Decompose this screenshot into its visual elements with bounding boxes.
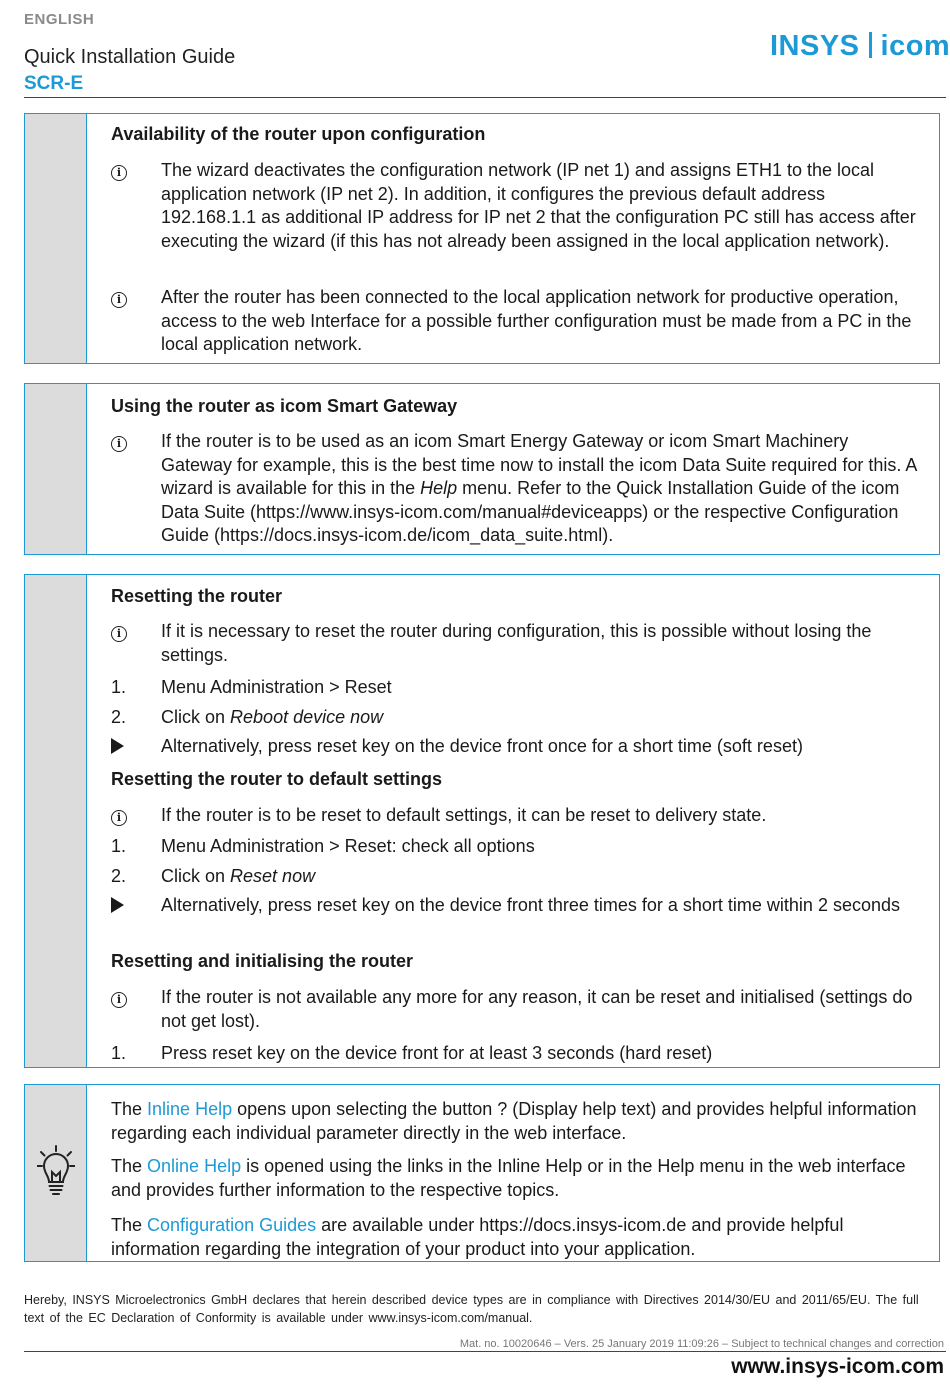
conformity-declaration: Hereby, INSYS Microelectronics GmbH declares that herein described device types are in compliance with Directives 2014/30/EU and 2011/65/EU. The full text of the EC Declaration of Conformity is available under www.insys-icom.com/manual. — [24, 1293, 919, 1325]
section-heading: Using the router as icom Smart Gateway — [111, 396, 458, 416]
ui-button-name: Reset now — [230, 866, 316, 886]
item-text: If the router is to be reset to default settings, it can be reset to delivery state. — [161, 805, 767, 825]
help-menu-name: Help — [420, 478, 458, 498]
section-availability — [24, 113, 940, 364]
item-text: If the router is to be used as an icom Smart Energy Gateway or icom Smart Machinery Gateway for example, this is the best time now to install the icom Data Suite required for this. A wizard is available for this in the Help menu. Refer to the Quick Installation Guide of the icom Data Suite (https://www.insys-icom.com/manual#deviceapps) or the respective Configuration Guide (https://docs.insys-icom.de/icom_data_suite.html). — [161, 431, 917, 545]
item-text: Menu Administration > Reset: check all options — [161, 836, 535, 856]
logo-right-text: icom — [880, 30, 950, 62]
section-heading: Availability of the router upon configuration — [111, 124, 486, 144]
tip-paragraph: The Online Help is opened using the links in the Inline Help or in the Help menu in the web interface and provides further information to the respective topics. — [111, 1156, 906, 1200]
tip-paragraph: The Configuration Guides are available under https://docs.insys-icom.de and provide helpful information regarding the integration of your product into your application. — [111, 1215, 844, 1259]
info-icon: i — [111, 992, 127, 1008]
document-title: Quick Installation Guide — [24, 46, 236, 68]
language-label: ENGLISH — [24, 11, 95, 28]
step-number: 2. — [111, 866, 127, 886]
item-text: Menu Administration > Reset — [161, 677, 392, 697]
info-icon: i — [111, 165, 127, 181]
section-resetting — [24, 574, 940, 1068]
item-text: Click on Reset now — [161, 866, 316, 886]
inline-help-link[interactable]: Inline Help — [147, 1099, 233, 1119]
logo-separator — [869, 32, 872, 58]
item-text: Click on Reboot device now — [161, 707, 384, 727]
item-text: Alternatively, press reset key on the device front once for a short time (soft reset) — [161, 736, 803, 756]
section-heading: Resetting the router — [111, 586, 283, 606]
section-subheading: Resetting the router to default settings — [111, 769, 443, 789]
info-icon: i — [111, 292, 127, 308]
website-link[interactable]: www.insys-icom.com — [731, 1355, 944, 1378]
lightbulb-icon — [37, 1145, 75, 1195]
logo-left-text: INSYS — [770, 30, 860, 62]
tip-paragraph: The Inline Help opens upon selecting the button ? (Display help text) and provides helpful information regarding each individual parameter directly in the web interface. — [111, 1099, 917, 1143]
step-number: 1. — [111, 836, 127, 856]
item-text: If the router is not available any more for any reason, it can be reset and initialised (settings do not get lost). — [161, 987, 913, 1031]
step-number: 1. — [111, 1043, 127, 1063]
section-smart-gateway — [24, 383, 940, 555]
info-icon: i — [111, 626, 127, 642]
step-number: 1. — [111, 677, 127, 697]
item-text: The wizard deactivates the configuration network (IP net 1) and assigns ETH1 to the local application network (IP net 2). In addition, it configures the previous default address 192.168.1.1 as additional IP address for IP net 2 that the configuration PC still has access after executing the wizard (if this has not already been assigned in the local application network). — [161, 160, 916, 251]
info-icon: i — [111, 810, 127, 826]
online-help-link[interactable]: Online Help — [147, 1156, 242, 1176]
section-side-strip — [25, 384, 87, 554]
footer-divider — [24, 1351, 946, 1352]
item-text: After the router has been connected to the local application network for productive operation, access to the web Interface for a possible further configuration must be made from a PC in the local application network. — [161, 287, 912, 354]
arrow-icon — [111, 897, 124, 913]
item-text: Press reset key on the device front for at least 3 seconds (hard reset) — [161, 1043, 713, 1063]
configuration-guides-link[interactable]: Configuration Guides — [147, 1215, 317, 1235]
item-text: Alternatively, press reset key on the device front three times for a short time within 2 seconds — [161, 895, 901, 915]
material-version-note: Mat. no. 10020646 – Vers. 25 January 2019 11:09:26 – Subject to technical changes and correction — [459, 1338, 944, 1350]
tips-box — [24, 1084, 940, 1262]
brand-logo — [770, 30, 950, 63]
arrow-icon — [111, 738, 124, 754]
section-side-strip — [25, 575, 87, 1067]
info-icon: i — [111, 436, 127, 452]
section-subheading: Resetting and initialising the router — [111, 951, 414, 971]
section-side-strip — [25, 114, 87, 363]
step-number: 2. — [111, 707, 127, 727]
product-name: SCR-E — [24, 73, 84, 94]
ui-button-name: Reboot device now — [230, 707, 384, 727]
item-text: If it is necessary to reset the router during configuration, this is possible without losing the settings. — [161, 621, 872, 665]
header-divider — [24, 97, 946, 98]
